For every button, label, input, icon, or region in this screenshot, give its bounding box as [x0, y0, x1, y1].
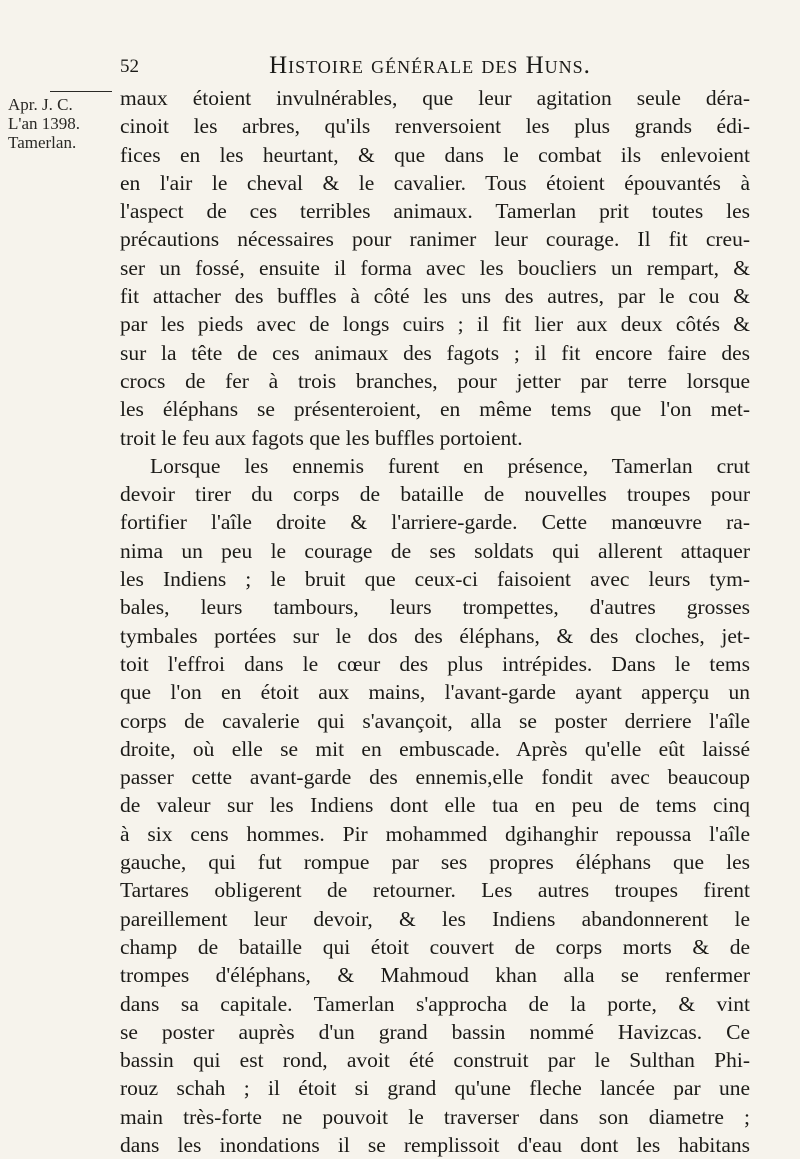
margin-note-date: Apr. J. C. [8, 95, 73, 114]
text-line: fit attacher des buffles à côté les uns des autres, par le cou & [120, 284, 750, 309]
margin-note-subject: Tamerlan. [8, 133, 77, 152]
text-line: troit le feu aux fagots que les buffles portoient. [120, 425, 523, 450]
text-line: dans les inondations il se remplissoit d'eau dont les habitans [120, 1132, 750, 1157]
text-line: passer cette avant-garde des ennemis,elle fondit avec beaucoup [120, 765, 750, 790]
text-line: nima un peu le courage de ses soldats qui allerent attaquer [120, 538, 750, 563]
text-line: devoir tirer du corps de bataille de nouvelles troupes pour [120, 482, 750, 507]
text-line: trompes d'éléphans, & Mahmoud khan alla se renfermer [120, 963, 750, 988]
text-line: Lorsque les ennemis furent en présence, Tamerlan crut [150, 453, 750, 478]
text-line: bales, leurs tambours, leurs trompettes, d'autres grosses [120, 595, 750, 620]
text-line: de valeur sur les Indiens dont elle tua en peu de tems cinq [120, 793, 750, 818]
text-line: que l'on en étoit aux mains, l'avant-garde ayant apperçu un [120, 680, 750, 705]
text-line: dans sa capitale. Tamerlan s'approcha de la porte, & vint [120, 991, 750, 1016]
text-line: gauche, qui fut rompue par ses propres éléphans que les [120, 850, 750, 875]
text-line: Tartares obligerent de retourner. Les autres troupes firent [120, 878, 750, 903]
text-line: l'aspect de ces terribles animaux. Tamerlan prit toutes les [120, 199, 750, 224]
text-line: tymbales portées sur le dos des éléphans, & des cloches, jet- [120, 623, 750, 648]
body-text [120, 84, 750, 1159]
text-line: à six cens hommes. Pir mohammed dgihanghir repoussa l'aîle [120, 821, 750, 846]
text-line: crocs de fer à trois branches, pour jetter par terre lorsque [120, 368, 750, 393]
text-line: précautions nécessaires pour ranimer leur courage. Il fit creu- [120, 227, 750, 252]
running-title: Histoire générale des Huns. [269, 52, 591, 79]
page-number: 52 [120, 56, 139, 77]
text-line: maux étoient invulnérables, que leur agitation seule déra- [120, 86, 750, 110]
text-line: toit l'effroi dans le cœur des plus intrépides. Dans le tems [120, 651, 750, 676]
text-line: les Indiens ; le bruit que ceux-ci faisoient avec leurs tym- [120, 567, 750, 592]
text-line: ser un fossé, ensuite il forma avec les boucliers un rempart, & [120, 255, 750, 280]
text-line: se poster auprès d'un grand bassin nommé Havizcas. Ce [120, 1019, 750, 1044]
text-line: les éléphans se présenteroient, en même tems que l'on met- [120, 397, 750, 422]
margin-note [8, 91, 108, 152]
text-line: main très-forte ne pouvoit le traverser dans son diametre ; [120, 1104, 750, 1129]
text-line: pareillement leur devoir, & les Indiens abandonnerent le [120, 906, 750, 931]
text-line: fices en les heurtant, & que dans le combat ils enlevoient [120, 142, 750, 167]
text-line: bassin qui est rond, avoit été construit par le Sulthan Phi- [120, 1048, 750, 1073]
text-line: sur la tête de ces animaux des fagots ; il fit encore faire des [120, 340, 750, 365]
text-line: champ de bataille qui étoit couvert de corps morts & de [120, 934, 750, 959]
text-line: fortifier l'aîle droite & l'arriere-garde. Cette manœuvre ra- [120, 510, 750, 535]
page-header [120, 52, 740, 82]
text-line: droite, où elle se mit en embuscade. Après qu'elle eût laissé [120, 736, 750, 761]
text-line: cinoit les arbres, qu'ils renversoient les plus grands édi- [120, 114, 750, 139]
text-line: par les pieds avec de longs cuirs ; il fit lier aux deux côtés & [120, 312, 750, 337]
margin-rule [50, 91, 112, 92]
text-line: en l'air le cheval & le cavalier. Tous étoient épouvantés à [120, 170, 750, 195]
text-line: corps de cavalerie qui s'avançoit, alla se poster derriere l'aîle [120, 708, 750, 733]
margin-note-year: L'an 1398. [8, 114, 80, 133]
text-line: rouz schah ; il étoit si grand qu'une fleche lancée par une [120, 1076, 750, 1101]
